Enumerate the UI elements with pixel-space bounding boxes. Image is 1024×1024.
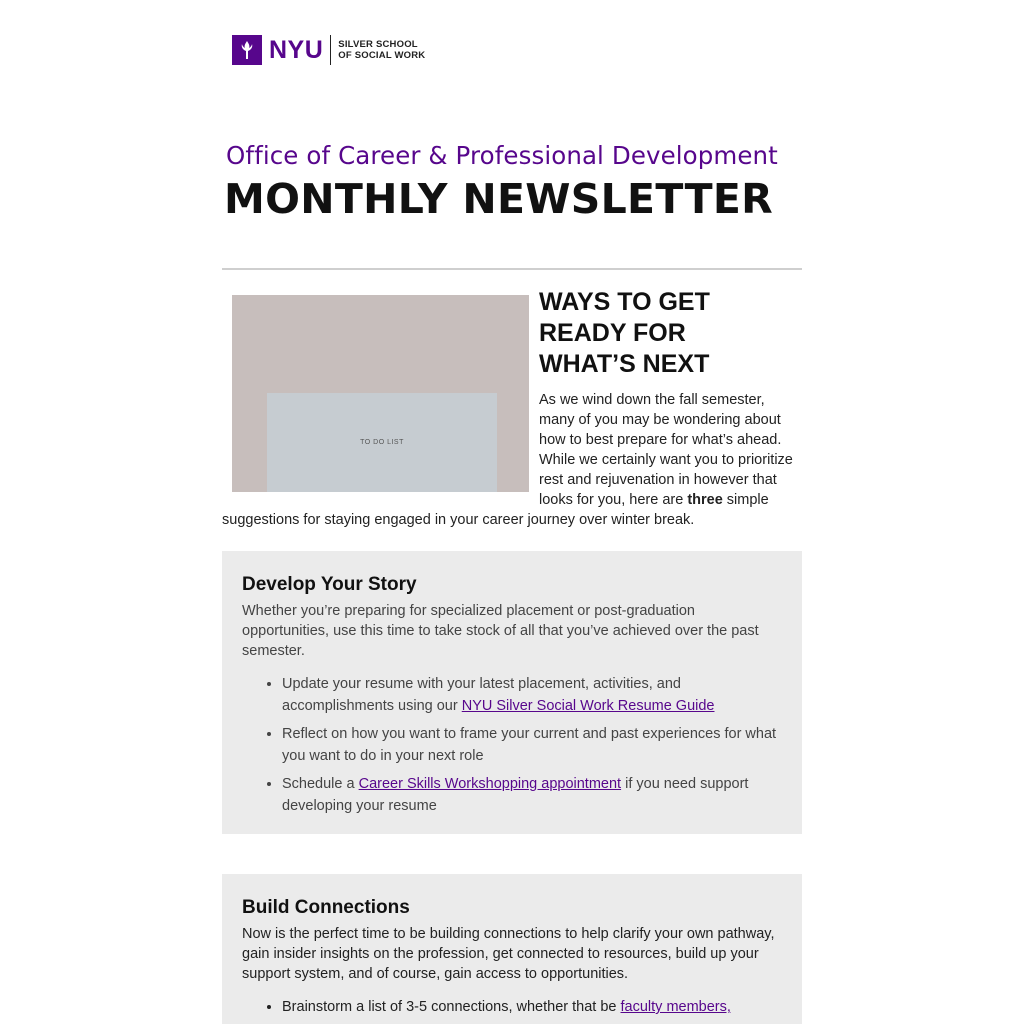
intro-heading-line-1: WAYS TO GET (539, 288, 710, 316)
intro-body-text-end: simple suggestions for staying engaged in your career journey over winter break. (222, 492, 769, 528)
section-title: Build Connections (242, 897, 410, 918)
list-item (282, 773, 782, 817)
to-do-list-photo (232, 295, 529, 492)
newsletter-title: MONTHLY NEWSLETTER (224, 175, 774, 223)
intro-body-bold: three (687, 492, 723, 508)
intro-heading-line-3: WHAT’S NEXT (539, 350, 710, 378)
office-title: Office of Career & Professional Development (226, 141, 778, 170)
bullet-text: Brainstorm a list of 3-5 connections, whether that be (282, 999, 621, 1015)
school-line-2: OF SOCIAL WORK (338, 50, 426, 61)
to-do-list-paper (267, 393, 497, 492)
bullet-text: Update your resume with your latest placement, activities, and accomplishments using our (282, 676, 681, 714)
list-item (282, 673, 782, 717)
faculty-members-link[interactable]: faculty members, (620, 999, 731, 1015)
section-body: Whether you’re preparing for specialized placement or post-graduation opportunities, use this time to take stock of all that you’ve achieved over the past semester. (242, 603, 759, 659)
develop-your-story-card (222, 551, 802, 834)
resume-guide-link[interactable]: NYU Silver Social Work Resume Guide (461, 698, 715, 714)
school-line-1: SILVER SCHOOL (338, 39, 418, 50)
intro-heading-line-2: READY FOR (539, 319, 686, 347)
logo-divider (330, 35, 331, 65)
career-skills-appointment-link[interactable]: Career Skills Workshopping appointment (358, 776, 622, 792)
section-body: Now is the perfect time to be building connections to help clarify your own pathway, gain insider insights on the profession, get connected to resources, build up your support system, and of course, gain access to opportunities. (242, 926, 775, 982)
section-bullet-list (242, 673, 782, 817)
bullet-text-end: if you need support developing your resume (282, 776, 749, 814)
bullet-text: Reflect on how you want to frame your current and past experiences for what you want to do in your next role (282, 726, 777, 764)
bullet-text: Schedule a (282, 776, 359, 792)
list-item (282, 723, 782, 767)
section-title: Develop Your Story (242, 574, 417, 595)
build-connections-card (222, 874, 802, 1024)
nyu-silver-logo[interactable] (232, 35, 425, 65)
header-divider (222, 268, 802, 270)
to-do-list-caption: TO DO LIST (360, 439, 404, 446)
intro-body-text: As we wind down the fall semester, many of you may be wondering about how to best prepare for what’s ahead. While we certainly want you to prioritize rest and rejuvenation in however that looks for you, here are (539, 392, 793, 508)
section-bullet-list (242, 996, 782, 1018)
list-item (282, 996, 782, 1018)
nyu-torch-icon (232, 35, 262, 65)
school-name (338, 39, 425, 61)
nyu-wordmark: NYU (269, 36, 324, 64)
intro-section (222, 287, 802, 530)
